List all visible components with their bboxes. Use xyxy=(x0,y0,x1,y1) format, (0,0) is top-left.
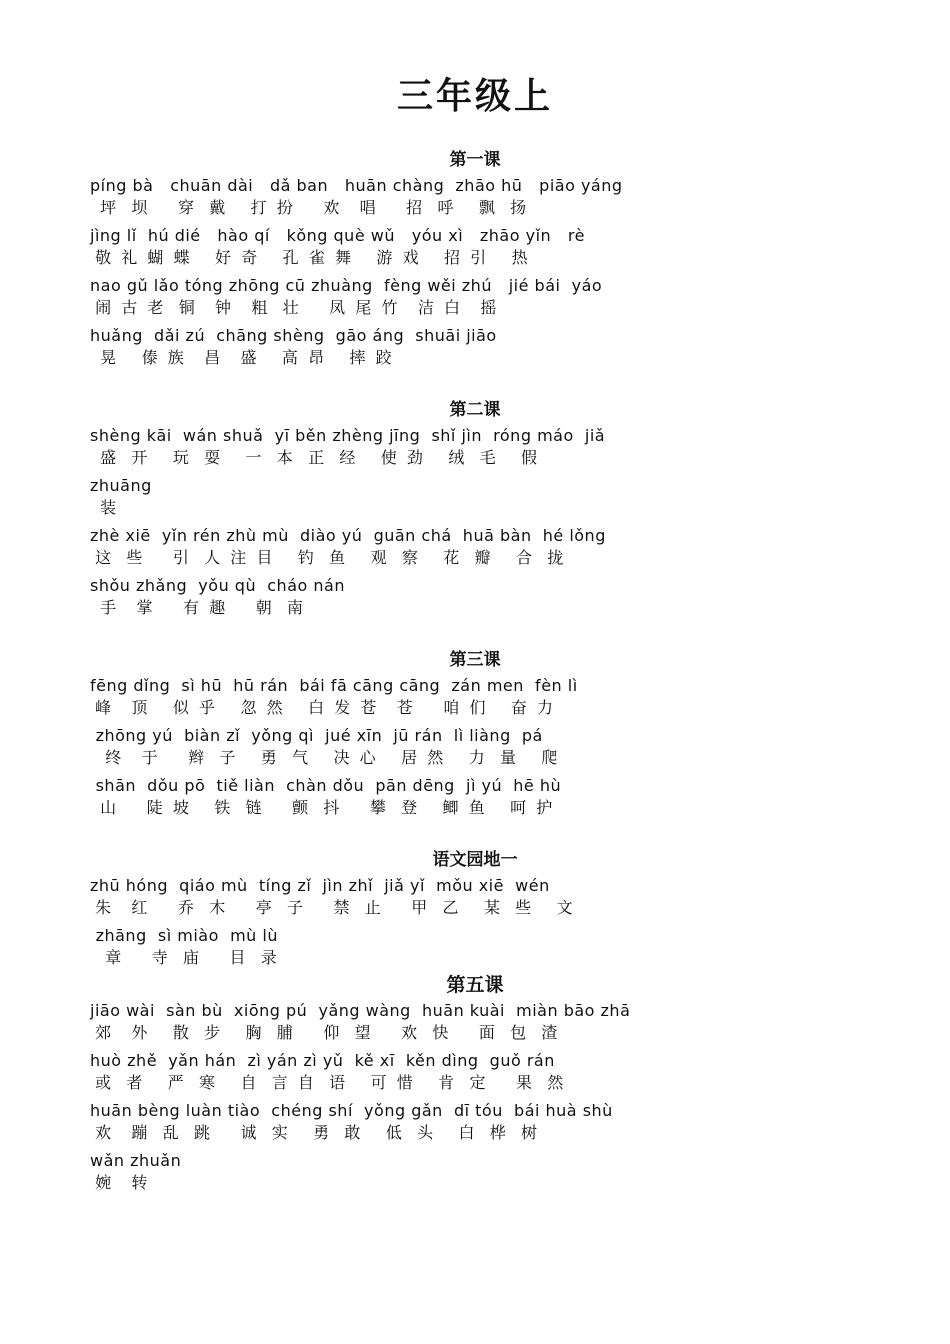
pinyin-line: zhè xiē yǐn rén zhù mù diào yú guān chá huā bàn hé lǒng xyxy=(90,526,606,545)
lesson-title: 第一课 xyxy=(449,150,501,170)
hanzi-line: 章 寺 庙 目 录 xyxy=(90,948,277,967)
hanzi-line: 或 者 严 寒 自 言 自 语 可 惜 肯 定 果 然 xyxy=(90,1073,564,1092)
word-row xyxy=(90,424,862,474)
pinyin-line: huān bèng luàn tiào chéng shí yǒng gǎn dī tóu bái huà shù xyxy=(90,1101,613,1120)
word-row xyxy=(90,924,862,974)
hanzi-line: 婉 转 xyxy=(90,1173,148,1192)
hanzi-line: 装 xyxy=(90,498,117,517)
pinyin-line: jìng lǐ hú dié hào qí kǒng què wǔ yóu xì zhāo yǐn rè xyxy=(90,226,585,245)
pinyin-line: zhōng yú biàn zǐ yǒng qì jué xīn jū rán lì liàng pá xyxy=(90,726,543,745)
word-row xyxy=(90,1149,862,1199)
hanzi-line: 敬 礼 蝴 蝶 好 奇 孔 雀 舞 游 戏 招 引 热 xyxy=(90,248,528,267)
lesson-title: 语文园地一 xyxy=(432,850,518,870)
word-row xyxy=(90,999,862,1049)
word-row xyxy=(90,574,862,624)
word-row xyxy=(90,674,862,724)
word-row xyxy=(90,774,862,824)
pinyin-line: shǒu zhǎng yǒu qù cháo nán xyxy=(90,576,345,595)
hanzi-line: 这 些 引 人 注 目 钓 鱼 观 察 花 瓣 合 拢 xyxy=(90,548,564,567)
hanzi-line: 坪 坝 穿 戴 打 扮 欢 唱 招 呼 飘 扬 xyxy=(90,198,527,217)
hanzi-line: 手 掌 有 趣 朝 南 xyxy=(90,598,303,617)
lesson-title: 第三课 xyxy=(449,650,501,670)
pinyin-line: píng bà chuān dài dǎ ban huān chàng zhāo hū piāo yáng xyxy=(90,176,623,195)
lesson-title: 第五课 xyxy=(446,974,504,996)
pinyin-line: huǎng dǎi zú chāng shèng gāo áng shuāi jiāo xyxy=(90,326,497,345)
hanzi-line: 山 陡 坡 铁 链 颤 抖 攀 登 鲫 鱼 呵 护 xyxy=(90,798,553,817)
lesson-2 xyxy=(0,396,950,624)
hanzi-line: 峰 顶 似 乎 忽 然 白 发 苍 苍 咱 们 奋 力 xyxy=(90,698,554,717)
hanzi-line: 欢 蹦 乱 跳 诚 实 勇 敢 低 头 白 桦 树 xyxy=(90,1123,538,1142)
pinyin-line: zhuāng xyxy=(90,476,152,495)
hanzi-line: 朱 红 乔 木 亭 子 禁 止 甲 乙 某 些 文 xyxy=(90,898,573,917)
lesson-yuwen-yuandi xyxy=(0,846,950,974)
word-row xyxy=(90,274,862,324)
hanzi-line: 晃 傣 族 昌 盛 高 昂 摔 跤 xyxy=(90,348,392,367)
lesson-1 xyxy=(0,146,950,374)
pinyin-line: zhāng sì miào mù lù xyxy=(90,926,278,945)
hanzi-line: 郊 外 散 步 胸 脯 仰 望 欢 快 面 包 渣 xyxy=(90,1023,558,1042)
word-row xyxy=(90,1099,862,1149)
word-row xyxy=(90,1049,862,1099)
word-row xyxy=(90,724,862,774)
pinyin-line: fēng dǐng sì hū hū rán bái fā cāng cāng zán men fèn lì xyxy=(90,676,578,695)
pinyin-line: huò zhě yǎn hán zì yán zì yǔ kě xī kěn dìng guǒ rán xyxy=(90,1051,555,1070)
lesson-5 xyxy=(0,971,950,1199)
pinyin-line: jiāo wài sàn bù xiōng pú yǎng wàng huān kuài miàn bāo zhā xyxy=(90,1001,631,1020)
pinyin-line: zhū hóng qiáo mù tíng zǐ jìn zhǐ jiǎ yǐ mǒu xiē wén xyxy=(90,876,550,895)
pinyin-line: shèng kāi wán shuǎ yī běn zhèng jīng shǐ jìn róng máo jiǎ xyxy=(90,426,606,445)
word-row xyxy=(90,324,862,374)
pinyin-line: shān dǒu pō tiě liàn chàn dǒu pān dēng jì yú hē hù xyxy=(90,776,562,795)
lesson-title: 第二课 xyxy=(449,400,501,420)
pinyin-line: wǎn zhuǎn xyxy=(90,1151,182,1170)
hanzi-line: 闹 古 老 铜 钟 粗 壮 凤 尾 竹 洁 白 摇 xyxy=(90,298,497,317)
word-row xyxy=(90,524,862,574)
word-row xyxy=(90,874,862,924)
hanzi-line: 终 于 辫 子 勇 气 决 心 居 然 力 量 爬 xyxy=(90,748,558,767)
lesson-3 xyxy=(0,646,950,824)
hanzi-line: 盛 开 玩 耍 一 本 正 经 使 劲 绒 毛 假 xyxy=(90,448,538,467)
word-row xyxy=(90,224,862,274)
pinyin-line: nao gǔ lǎo tóng zhōng cū zhuàng fèng wěi zhú jié bái yáo xyxy=(90,276,603,295)
word-row xyxy=(90,174,862,224)
word-row xyxy=(90,474,862,524)
page-title: 三年级上 xyxy=(396,75,553,117)
